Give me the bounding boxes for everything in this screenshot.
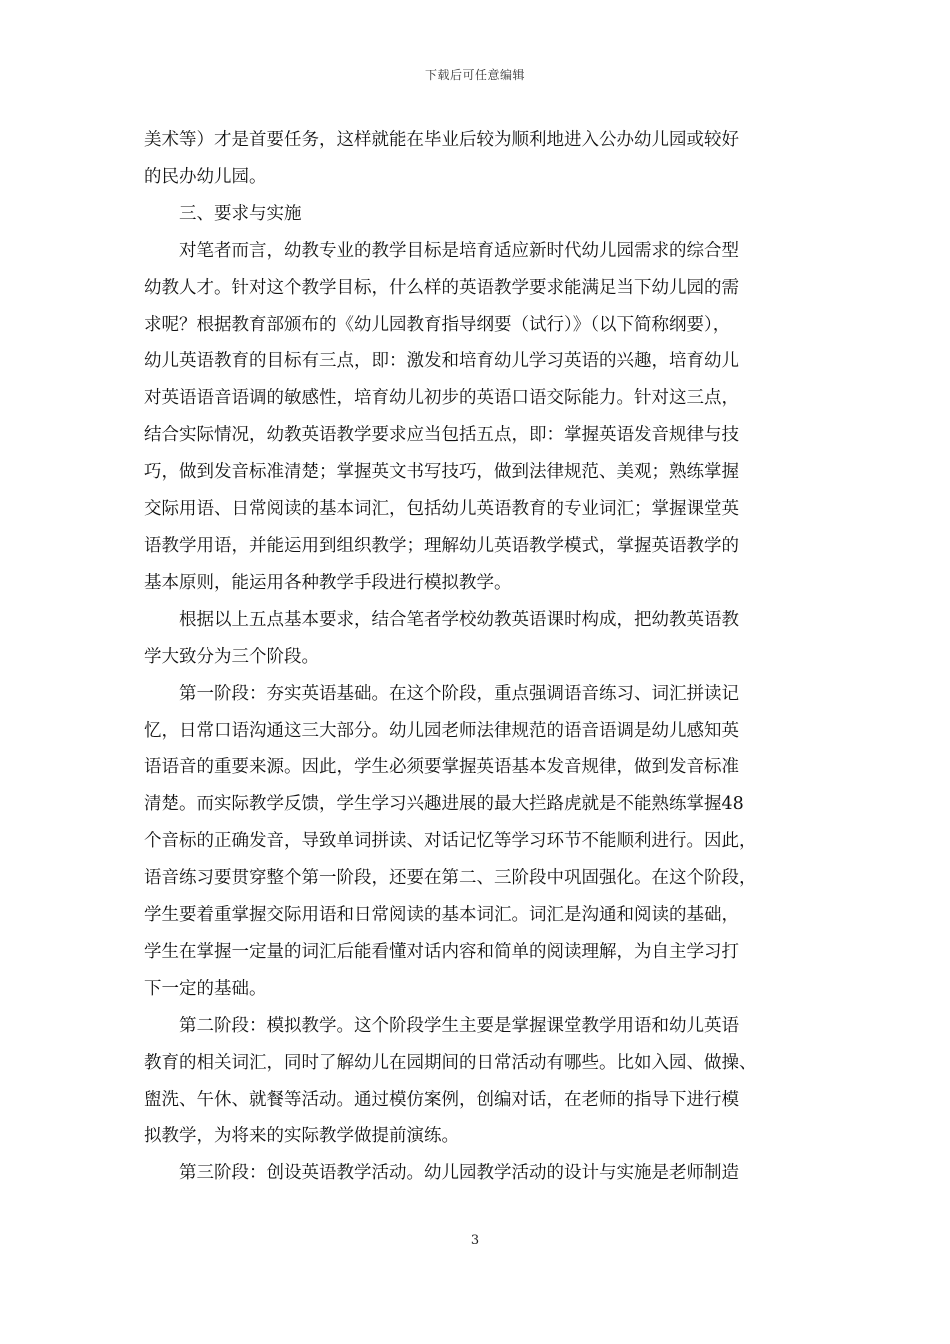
text-line: 交际用语、日常阅读的基本词汇，包括幼儿英语教育的专业词汇；掌握课堂英 xyxy=(144,499,739,520)
section-heading xyxy=(144,196,820,233)
text-line: 幼儿英语教育的目标有三点，即：激发和培育幼儿学习英语的兴趣，培育幼儿 xyxy=(144,351,739,372)
text-line: 个音标的正确发音，导致单词拼读、对话记忆等学习环节不能顺利进行。因此， xyxy=(144,831,757,852)
page-header: 下载后可任意编辑 xyxy=(424,68,525,82)
text-line: 第三阶段：创设英语教学活动。幼儿园教学活动的设计与实施是老师制造 xyxy=(179,1163,739,1184)
text-line: 语教学用语，并能运用到组织教学；理解幼儿英语教学模式，掌握英语教学的 xyxy=(144,535,739,556)
text-line: 结合实际情况，幼教英语教学要求应当包括五点，即：掌握英语发音规律与技 xyxy=(144,425,739,446)
text-line: 语语音的重要来源。因此，学生必须要掌握英语基本发音规律，做到发音标准 xyxy=(144,757,739,778)
text-line: 第二阶段：模拟教学。这个阶段学生主要是掌握课堂教学用语和幼儿英语 xyxy=(179,1015,739,1036)
text-line: 幼教人才。针对这个教学目标，什么样的英语教学要求能满足当下幼儿园的需 xyxy=(144,277,739,298)
text-line: 的民办幼儿园。 xyxy=(144,166,267,187)
paragraph-stage-two xyxy=(144,1008,820,1156)
text-line: 拟教学，为将来的实际教学做提前演练。 xyxy=(144,1126,459,1147)
section-heading-text: 三、要求与实施 xyxy=(179,203,302,224)
text-line: 对笔者而言，幼教专业的教学目标是培育适应新时代幼儿园需求的综合型 xyxy=(179,240,739,261)
paragraph-teaching-goals xyxy=(144,233,820,602)
text-line: 学大致分为三个阶段。 xyxy=(144,646,319,667)
text-line: 基本原则，能运用各种教学手段进行模拟教学。 xyxy=(144,572,512,593)
text-line: 巧，做到发音标准清楚；掌握英文书写技巧，做到法律规范、美观；熟练掌握 xyxy=(144,462,739,483)
paragraph-stage-one xyxy=(144,676,820,1008)
text-line: 忆，日常口语沟通这三大部分。幼儿园老师法律规范的语音语调是幼儿感知英 xyxy=(144,720,739,741)
text-line: 对英语语音语调的敏感性，培育幼儿初步的英语口语交际能力。针对这三点， xyxy=(144,388,739,409)
text-line: 学生在掌握一定量的词汇后能看懂对话内容和简单的阅读理解，为自主学习打 xyxy=(144,941,739,962)
page-number: 3 xyxy=(470,1233,480,1248)
text-line: 第一阶段：夯实英语基础。在这个阶段，重点强调语音练习、词汇拼读记 xyxy=(179,683,739,704)
text-line: 盥洗、午休、就餐等活动。通过模仿案例，创编对话，在老师的指导下进行模 xyxy=(144,1089,739,1110)
text-line: 清楚。而实际教学反馈，学生学习兴趣进展的最大拦路虎就是不能熟练掌握48 xyxy=(144,794,744,815)
text-line: 根据以上五点基本要求，结合笔者学校幼教英语课时构成，把幼教英语教 xyxy=(179,609,739,630)
text-line: 学生要着重掌握交际用语和日常阅读的基本词汇。词汇是沟通和阅读的基础， xyxy=(144,905,739,926)
paragraph-three-stages xyxy=(144,602,820,676)
text-line: 美术等）才是首要任务，这样就能在毕业后较为顺利地进入公办幼儿园或较好 xyxy=(144,130,739,150)
paragraph-continuation xyxy=(144,122,820,196)
document-body xyxy=(144,122,820,1192)
text-line: 求呢？根据教育部颁布的《幼儿园教育指导纲要（试行）》（以下简称纲要）， xyxy=(144,314,731,335)
text-line: 语音练习要贯穿整个第一阶段，还要在第二、三阶段中巩固强化。在这个阶段， xyxy=(144,868,757,889)
text-line: 教育的相关词汇，同时了解幼儿在园期间的日常活动有哪些。比如入园、做操、 xyxy=(144,1052,757,1073)
paragraph-stage-three xyxy=(144,1155,820,1192)
text-line: 下一定的基础。 xyxy=(144,978,267,999)
